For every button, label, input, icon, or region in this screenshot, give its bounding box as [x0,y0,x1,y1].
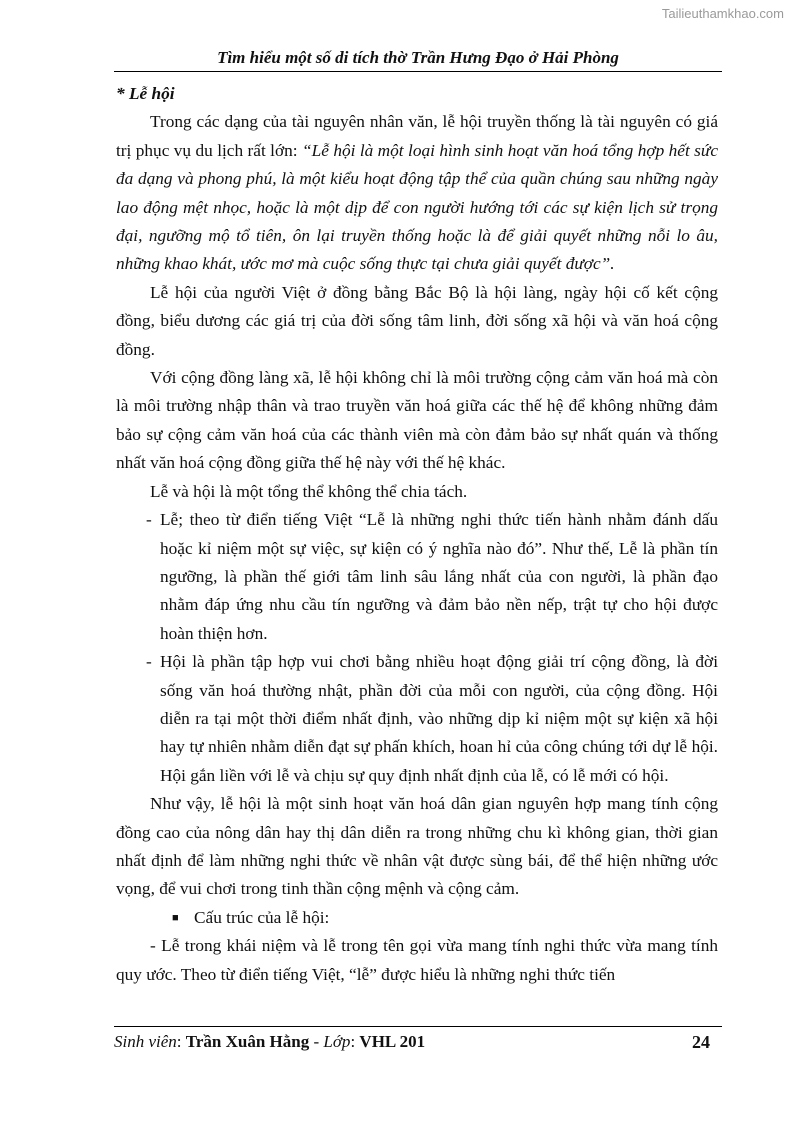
paragraph-2: Lễ hội của người Việt ở đồng bằng Bắc Bộ là hội làng, ngày hội cố kết cộng đồng, biểu dương các giá trị của đời sống tâm linh, đời sống xã hội và văn hoá cộng đồng. [116,282,718,359]
dash-list-item [116,648,718,790]
paragraph-4: Lễ và hội là một tổng thể không thể chia tách. [150,481,468,501]
footer-colon: : [176,1032,186,1051]
dash-item-text: Hội là phần tập hợp vui chơi bằng nhiều hoạt động giải trí cộng đồng, là đời sống văn hoá thường nhật, phần đời của mỗi con người, của cộng đồng. Hội diễn ra tại một thời điểm nhất định, vào những dịp kỉ niệm một sự kiện xã hội hay tự nhiên nhằm diễn đạt sự phấn khích, hoan hỉ của công chúng tới dự lễ hội. Hội gắn liền với lễ và chịu sự quy định nhất định của lễ, có lễ mới có hội. [160,652,718,785]
bullet-item-text: Cấu trúc của lễ hội: [194,907,330,927]
paragraph-1-quote: “Lễ hội là một loại hình sinh hoạt văn hoá tổng hợp hết sức đa dạng và phong phú, là một kiểu hoạt động tập thể của quần chúng sau những ngày lao động mệt nhọc, hoặc là một dịp để con người hướng tới các sự kiện lịch sử trọng đại, ngưỡng mộ tổ tiên, ôn lại truyền thống hoặc là để giải quyết những nỗi lo âu, những khao khát, ước mơ mà cuộc sống thực tại chưa giải quyết được”. [116,140,718,274]
page-body [116,80,718,989]
student-name: Trần Xuân Hằng [185,1032,310,1051]
dash-item-text: Lễ; theo từ điển tiếng Việt “Lễ là những nghi thức tiến hành nhằm đánh dấu hoặc kỉ niệm một sự việc, sự kiện có ý nghĩa nào đó”. Như thế, Lễ là phần tín ngưỡng, là phần thế giới tâm linh sâu lắng nhất của con người, là phần đạo nhằm đáp ứng nhu cầu tín ngưỡng và đảm bảo nền nếp, trật tự cho hội được hoàn thiện hơn. [160,510,718,643]
paragraph-1-normal: Trong các dạng của tài nguyên nhân văn, lễ hội truyền thống là tài nguyên có giá trị phục vụ du lịch rất lớn: [116,112,718,160]
class-name: VHL 201 [359,1032,426,1051]
paragraph-5: Như vậy, lễ hội là một sinh hoạt văn hoá dân gian nguyên hợp mang tính cộng đồng cao của nông dân hay thị dân diễn ra trong những chu kì không gian, thời gian nhất định để làm những nghi thức về nhân vật được sùng bái, để thể hiện những ước vọng, để vui chơi trong tinh thần cộng mệnh và cộng cảm. [116,794,718,899]
section-title: * Lễ hội [116,84,175,103]
dash-marker: - [146,510,152,530]
class-label: Lớp [323,1032,351,1051]
footer-colon: : [350,1032,360,1051]
footer-separator: - [309,1032,324,1051]
running-footer [114,1026,722,1053]
square-bullet-icon: ■ [172,911,179,924]
paragraph-6: - Lễ trong khái niệm và lễ trong tên gọi vừa mang tính nghi thức vừa mang tính quy ước. Theo từ điển tiếng Việt, “lễ” được hiểu là những nghi thức tiến [116,936,718,984]
student-label: Sinh viên [114,1032,177,1051]
running-header [114,48,722,72]
footer-credit [114,1032,425,1053]
bullet-list-item [116,904,718,932]
page-number: 24 [692,1032,710,1052]
watermark-text: Tailieuthamkhao.com [661,6,784,21]
header-title: Tìm hiểu một số di tích thờ Trần Hưng Đạo ở Hải Phòng [217,48,619,67]
paragraph-1 [116,108,718,278]
paragraph-3: Với cộng đồng làng xã, lễ hội không chỉ là môi trường cộng cảm văn hoá mà còn là môi trường nhập thân và trao truyền văn hoá giữa các thế hệ để không những đảm bảo sự cộng cảm văn hoá của các thành viên mà còn đảm bảo sự nhất quán và thống nhất văn hoá cộng đồng giữa thế hệ này với thế hệ khác. [116,368,718,473]
dash-list-item [116,506,718,648]
dash-marker: - [146,652,152,672]
